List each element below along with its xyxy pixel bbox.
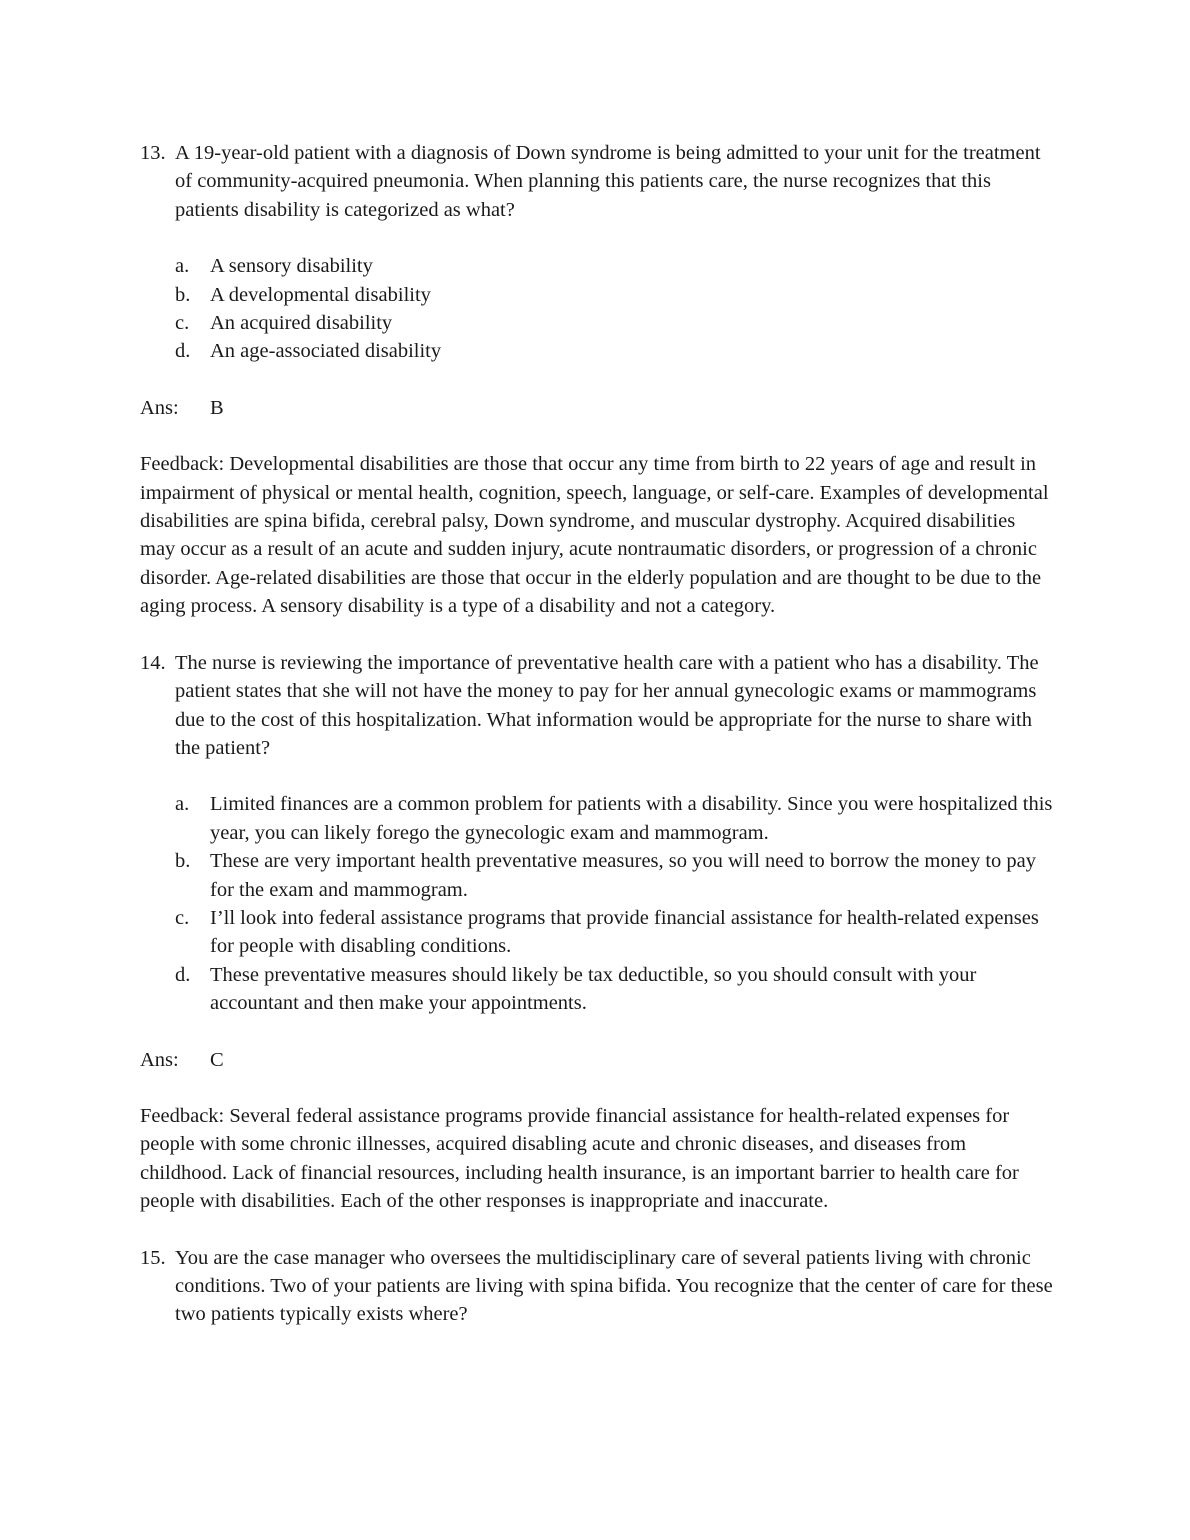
option-d [140, 337, 1055, 365]
answer-value: C [210, 1048, 224, 1071]
option-text: I’ll look into federal assistance programs that provide financial assistance for health-related expenses for people with disabling conditions. [210, 906, 1039, 958]
question-number: 14. [140, 651, 166, 674]
question-text: The nurse is reviewing the importance of preventative health care with a patient who has a disability. The patient states that she will not have the money to pay for her annual gynecologic exams or mammograms due to the cost of this hospitalization. What information would be appropriate for the nurse to share with the patient? [175, 651, 1039, 759]
answer-line [140, 394, 1055, 422]
option-a [140, 790, 1055, 847]
option-text: These preventative measures should likely be tax deductible, so you should consult with your accountant and then make your appointments. [210, 963, 977, 1015]
question-number: 13. [140, 142, 166, 164]
option-text: A sensory disability [210, 255, 373, 278]
option-a [140, 252, 1055, 280]
feedback-paragraph: Feedback: Several federal assistance programs provide financial assistance for health-related expenses for people with some chronic illnesses, acquired disabling acute and chronic diseases, and diseases from childhood. Lack of financial resources, including health insurance, is an important barrier to health care for people with disabilities. Each of the other responses is inappropriate and inaccurate. [140, 1104, 1019, 1213]
document-page [140, 139, 1055, 1357]
answer-value: B [210, 396, 224, 419]
option-list [140, 790, 1055, 1017]
option-letter: d. [175, 340, 191, 363]
answer-line [140, 1046, 1055, 1074]
option-list [140, 252, 1055, 366]
question-14 [140, 649, 1055, 1216]
answer-label: Ans: [140, 396, 179, 419]
question-15 [140, 1244, 1055, 1329]
question-13 [140, 139, 1055, 621]
option-letter: c. [175, 906, 190, 929]
option-text: An acquired disability [210, 312, 393, 335]
option-letter: c. [175, 312, 190, 335]
option-letter: a. [175, 255, 190, 278]
option-text: An age-associated disability [210, 340, 442, 363]
option-text: Limited finances are a common problem for patients with a disability. Since you were hospitalized this year, you can likely forego the gynecologic exam and mammogram. [210, 793, 1053, 844]
option-c [140, 904, 1055, 961]
option-c [140, 309, 1055, 337]
question-text: A 19-year-old patient with a diagnosis of Down syndrome is being admitted to your unit for the treatment of community-acquired pneumonia. When planning this patients care, the nurse recognizes that this patients disability is categorized as what? [175, 142, 1041, 221]
option-text: A developmental disability [210, 283, 431, 306]
option-letter: b. [175, 850, 191, 873]
feedback-paragraph: Feedback: Developmental disabilities are those that occur any time from birth to 22 years of age and result in impairment of physical or mental health, cognition, speech, language, or self-care. Examples of developmental disabilities are spina bifida, cerebral palsy, Down syndrome, and muscular dystrophy. Acquired disabilities may occur as a result of an acute and sudden injury, acute nontraumatic disorders, or progression of a chronic disorder. Age-related disabilities are those that occur in the elderly population and are thought to be due to the aging process. A sensory disability is a type of a disability and not a category. [140, 453, 1049, 618]
option-d [140, 961, 1055, 1018]
option-b [140, 281, 1055, 309]
option-letter: b. [175, 283, 191, 306]
question-text: You are the case manager who oversees the multidisciplinary care of several patients living with chronic conditions. Two of your patients are living with spina bifida. You recognize that the center of care for these two patients typically exists where? [175, 1246, 1053, 1326]
option-text: These are very important health preventative measures, so you will need to borrow the money to pay for the exam and mammogram. [210, 850, 1037, 901]
answer-label: Ans: [140, 1048, 179, 1071]
question-number: 15. [140, 1246, 166, 1269]
option-b [140, 847, 1055, 904]
option-letter: d. [175, 963, 191, 986]
option-letter: a. [175, 793, 190, 816]
